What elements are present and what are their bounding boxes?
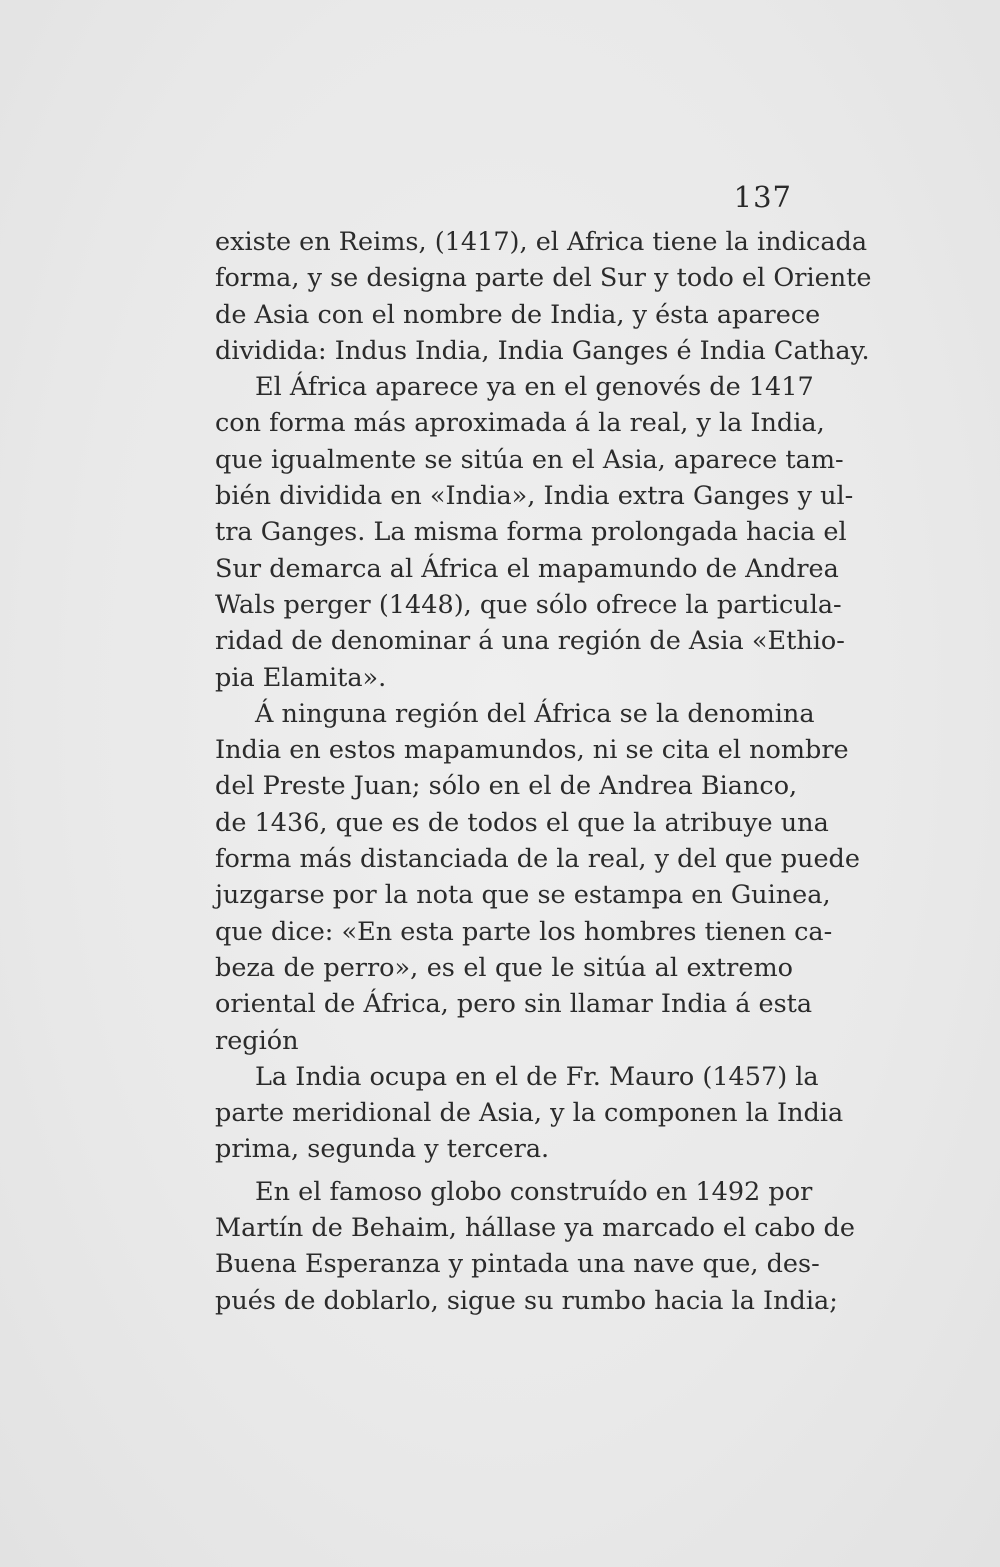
text-line: de Asia con el nombre de India, y ésta aparece <box>215 299 821 330</box>
text-line: del Preste Juan; sólo en el de Andrea Bianco, <box>215 771 798 802</box>
text-line: dividida: Indus India, India Ganges é India Cathay. <box>215 335 870 366</box>
paragraph-3 <box>215 696 860 1059</box>
text-line: India en estos mapamundos, ni se cita el nombre <box>215 735 849 766</box>
text-line: parte meridional de Asia, y la componen la India <box>215 1098 844 1129</box>
text-line: que igualmente se sitúa en el Asia, aparece tam- <box>215 444 844 475</box>
text-line: oriental de África, pero sin llamar India á esta <box>215 989 813 1020</box>
text-line: Sur demarca al África el mapamundo de Andrea <box>215 553 839 584</box>
text-line: pia Elamita». <box>215 662 387 693</box>
paragraph-5 <box>215 1174 855 1319</box>
text-line: Á ninguna región del África se la denomina <box>255 698 815 729</box>
body-text <box>215 224 872 1319</box>
page-number: 137 <box>733 180 792 214</box>
text-line: Wals perger (1448), que sólo ofrece la particula- <box>215 589 842 620</box>
text-line: La India ocupa en el de Fr. Mauro (1457) la <box>255 1061 819 1092</box>
text-line: región <box>215 1025 299 1056</box>
text-line: ridad de denominar á una región de Asia «Ethio- <box>215 626 845 657</box>
text-line: existe en Reims, (1417), el Africa tiene la indicada <box>215 227 868 257</box>
text-line: beza de perro», es el que le sitúa al extremo <box>215 952 793 983</box>
text-line: forma, y se designa parte del Sur y todo el Oriente <box>215 263 872 294</box>
paragraph-4 <box>215 1059 844 1168</box>
text-line: con forma más aproximada á la real, y la India, <box>215 408 825 439</box>
text-line: En el famoso globo construído en 1492 por <box>255 1176 813 1207</box>
paragraph-1 <box>215 224 872 369</box>
text-line: tra Ganges. La misma forma prolongada hacia el <box>215 517 847 548</box>
text-line: El África aparece ya en el genovés de 1417 <box>255 372 814 403</box>
text-line: pués de doblarlo, sigue su rumbo hacia la India; <box>215 1285 838 1316</box>
text-line: prima, segunda y tercera. <box>215 1134 550 1165</box>
text-line: juzgarse por la nota que se estampa en Guinea, <box>215 880 831 911</box>
text-line: que dice: «En esta parte los hombres tienen ca- <box>215 916 833 947</box>
text-line: forma más distanciada de la real, y del que puede <box>215 844 860 875</box>
text-line: Buena Esperanza y pintada una nave que, des- <box>215 1249 820 1280</box>
text-line: de 1436, que es de todos el que la atribuye una <box>215 807 829 838</box>
paragraph-2 <box>215 369 854 696</box>
text-line: bién dividida en «India», India extra Ganges y ul- <box>215 481 854 512</box>
text-line: Martín de Behaim, hállase ya marcado el cabo de <box>215 1213 855 1244</box>
